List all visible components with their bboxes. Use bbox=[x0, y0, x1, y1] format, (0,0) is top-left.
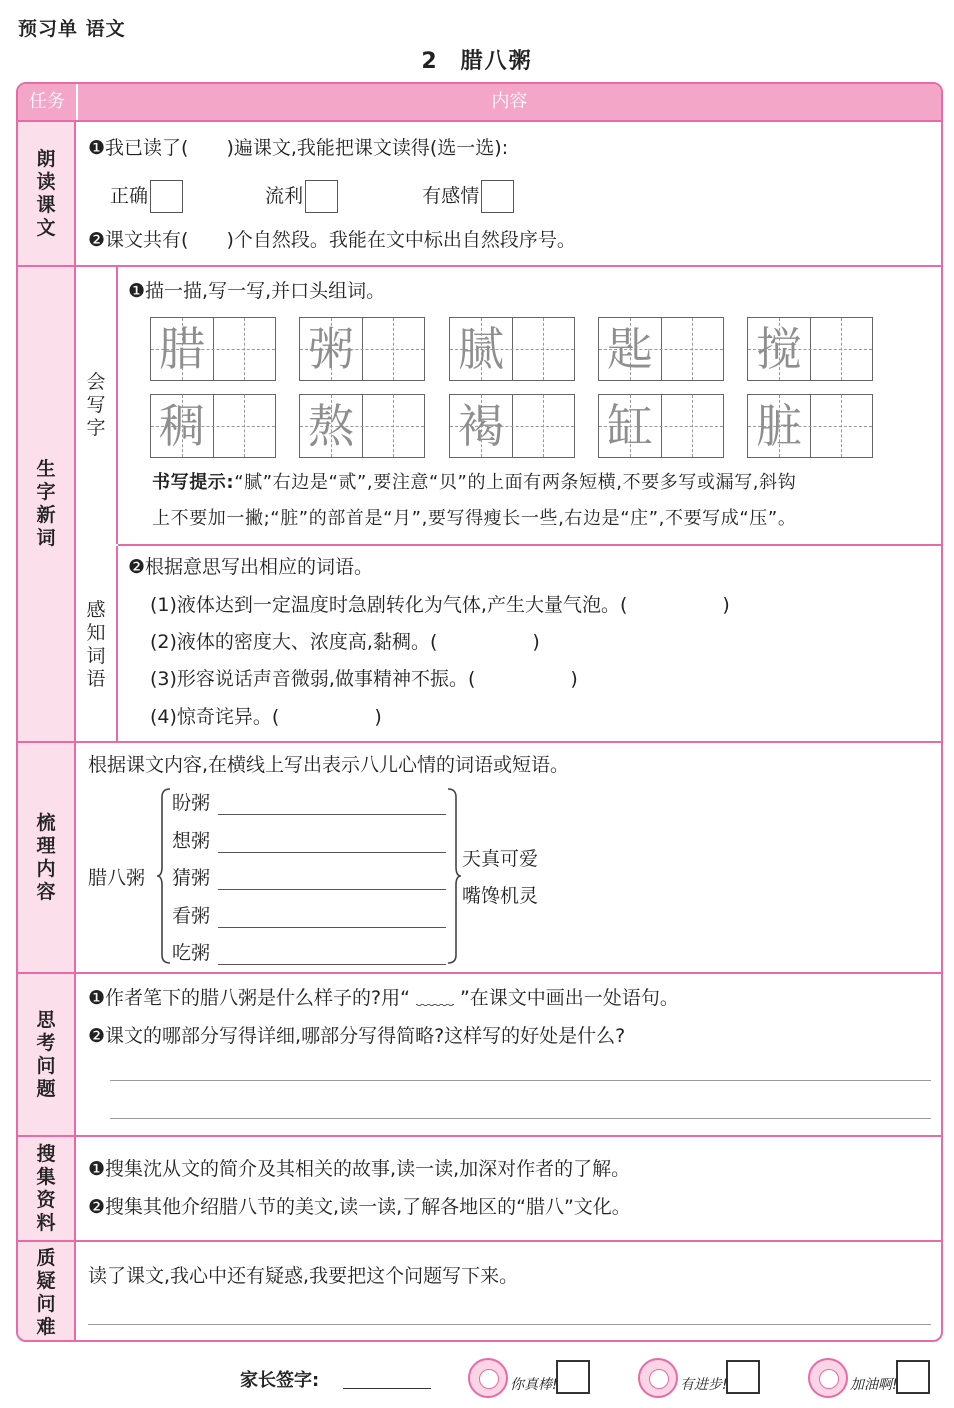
sticker-great bbox=[468, 1358, 588, 1398]
answer-line[interactable] bbox=[218, 852, 446, 853]
branch-label: 想粥 bbox=[172, 830, 211, 852]
answer-line[interactable] bbox=[110, 1080, 931, 1081]
sort-instruction: 根据课文内容,在横线上写出表示八儿心情的词语或短语。 bbox=[88, 754, 570, 776]
sticker-checkbox[interactable] bbox=[726, 1360, 760, 1394]
trace-char: 稠 bbox=[159, 399, 205, 453]
think-q2: ❷课文的哪部分写得详细,哪部分写得简略?这样写的好处是什么? bbox=[88, 1025, 626, 1047]
section-collect bbox=[18, 1135, 941, 1240]
trace-char: 缸 bbox=[607, 399, 653, 453]
answer-line[interactable] bbox=[110, 1118, 931, 1119]
trace-char: 匙 bbox=[607, 322, 653, 376]
writing-hint-line2: 上不要加一撇;“脏”的部首是“月”,要写得瘦长一些,右边是“庄”,不要写成“压”。 bbox=[152, 508, 797, 529]
section-label-think: 思 考 问 题 bbox=[18, 974, 76, 1135]
option-correct: 正确 bbox=[110, 185, 149, 207]
sticker-text: 你真棒! bbox=[510, 1377, 558, 1393]
sun-face-icon bbox=[638, 1358, 678, 1398]
header-task: 任务 bbox=[29, 91, 65, 112]
signature-label: 家长签字: bbox=[240, 1370, 320, 1391]
preview-table bbox=[16, 82, 943, 1342]
sublabel-write: 会 写 字 bbox=[76, 267, 118, 544]
trace-char: 褐 bbox=[458, 399, 504, 453]
answer-line[interactable] bbox=[218, 927, 446, 928]
write-cell[interactable] bbox=[598, 394, 724, 458]
section-label-collect: 搜 集 资 料 bbox=[18, 1137, 76, 1240]
section-vocab bbox=[18, 265, 941, 741]
wavy-mark: ﹏﹏ bbox=[415, 987, 454, 1009]
reading-q1: ❶我已读了( )遍课文,我能把课文读得(选一选): bbox=[88, 137, 509, 159]
sun-face-icon bbox=[468, 1358, 508, 1398]
write-cell[interactable] bbox=[449, 317, 575, 381]
perceive-item-4: (4)惊奇诧异。( ) bbox=[150, 706, 382, 728]
header-subject: 预习单 语文 bbox=[18, 18, 126, 40]
write-cell[interactable] bbox=[150, 394, 276, 458]
section-reading bbox=[18, 120, 941, 265]
result-label: 嘴馋机灵 bbox=[462, 885, 539, 907]
trace-char: 腻 bbox=[458, 322, 504, 376]
checkbox-fluent[interactable] bbox=[305, 180, 338, 213]
footer bbox=[0, 1356, 954, 1400]
answer-line[interactable] bbox=[218, 964, 446, 965]
result-label: 天真可爱 bbox=[462, 848, 539, 870]
hint-title: 书写提示: bbox=[152, 472, 235, 493]
perceive-instruction: ❷根据意思写出相应的词语。 bbox=[128, 556, 374, 578]
collect-q2: ❷搜集其他介绍腊八节的美文,读一读,了解各地区的“腊八”文化。 bbox=[88, 1196, 631, 1218]
perceive-item-3: (3)形容说话声音微弱,做事精神不振。( ) bbox=[150, 668, 578, 690]
sticker-text: 有进步! bbox=[680, 1377, 728, 1393]
section-think bbox=[18, 972, 941, 1135]
signature-line[interactable] bbox=[343, 1388, 431, 1389]
write-cell[interactable] bbox=[150, 317, 276, 381]
perceive-item-2: (2)液体的密度大、浓度高,黏稠。( ) bbox=[150, 631, 540, 653]
answer-line[interactable] bbox=[88, 1324, 931, 1325]
section-sort bbox=[18, 741, 941, 972]
branch-label: 盼粥 bbox=[172, 792, 211, 814]
sticker-progress bbox=[638, 1358, 758, 1398]
section-label-vocab: 生 字 新 词 bbox=[18, 267, 76, 741]
write-cell[interactable] bbox=[747, 394, 873, 458]
write-cell[interactable] bbox=[598, 317, 724, 381]
writing-hint-line1: 书写提示:“腻”右边是“贰”,要注意“贝”的上面有两条短横,不要多写或漏写,斜钩 bbox=[152, 472, 797, 493]
option-fluent: 流利 bbox=[265, 185, 304, 207]
perceive-item-1: (1)液体达到一定温度时急剧转化为气体,产生大量气泡。( ) bbox=[150, 594, 730, 616]
write-cell[interactable] bbox=[299, 317, 425, 381]
branch-label: 猜粥 bbox=[172, 867, 211, 889]
sub-divider bbox=[118, 544, 941, 546]
collect-q1: ❶搜集沈从文的简介及其相关的故事,读一读,加深对作者的了解。 bbox=[88, 1158, 631, 1180]
checkbox-correct[interactable] bbox=[150, 180, 183, 213]
trace-char: 熬 bbox=[308, 399, 354, 453]
section-question bbox=[18, 1240, 941, 1342]
sticker-cheer bbox=[808, 1358, 928, 1398]
lesson-title: 腊八粥 bbox=[460, 49, 533, 74]
reading-q2: ❷课文共有( )个自然段。我能在文中标出自然段序号。 bbox=[88, 229, 576, 251]
answer-line[interactable] bbox=[218, 814, 446, 815]
sun-face-icon bbox=[808, 1358, 848, 1398]
branch-label: 吃粥 bbox=[172, 942, 211, 964]
write-cell[interactable] bbox=[299, 394, 425, 458]
section-label-reading: 朗 读 课 文 bbox=[18, 122, 76, 265]
sort-root: 腊八粥 bbox=[88, 867, 146, 889]
sticker-checkbox[interactable] bbox=[556, 1360, 590, 1394]
sticker-checkbox[interactable] bbox=[896, 1360, 930, 1394]
write-cell[interactable] bbox=[449, 394, 575, 458]
page-title bbox=[0, 44, 954, 75]
trace-char: 腊 bbox=[159, 322, 205, 376]
write-cell[interactable] bbox=[747, 317, 873, 381]
sticker-text: 加油啊! bbox=[850, 1377, 898, 1393]
answer-line[interactable] bbox=[218, 889, 446, 890]
table-header bbox=[18, 84, 941, 120]
think-q1: ❶作者笔下的腊八粥是什么样子的?用“ ﹏﹏ ”在课文中画出一处语句。 bbox=[88, 987, 679, 1009]
sublabel-perceive: 感 知 词 语 bbox=[76, 546, 118, 743]
write-instruction: ❶描一描,写一写,并口头组词。 bbox=[128, 280, 386, 302]
trace-char: 搅 bbox=[756, 322, 802, 376]
section-label-sort: 梳 理 内 容 bbox=[18, 743, 76, 972]
checkbox-emotional[interactable] bbox=[481, 180, 514, 213]
reading-options bbox=[110, 178, 514, 214]
branch-label: 看粥 bbox=[172, 905, 211, 927]
header-content: 内容 bbox=[76, 84, 941, 120]
trace-char: 粥 bbox=[308, 322, 354, 376]
section-label-question: 质 疑 问 难 bbox=[18, 1242, 76, 1342]
option-emotional: 有感情 bbox=[422, 185, 480, 207]
left-brace bbox=[156, 787, 172, 965]
lesson-number: 2 bbox=[421, 49, 439, 74]
trace-char: 脏 bbox=[756, 399, 802, 453]
question-text: 读了课文,我心中还有疑惑,我要把这个问题写下来。 bbox=[88, 1265, 519, 1287]
right-brace bbox=[446, 787, 462, 965]
